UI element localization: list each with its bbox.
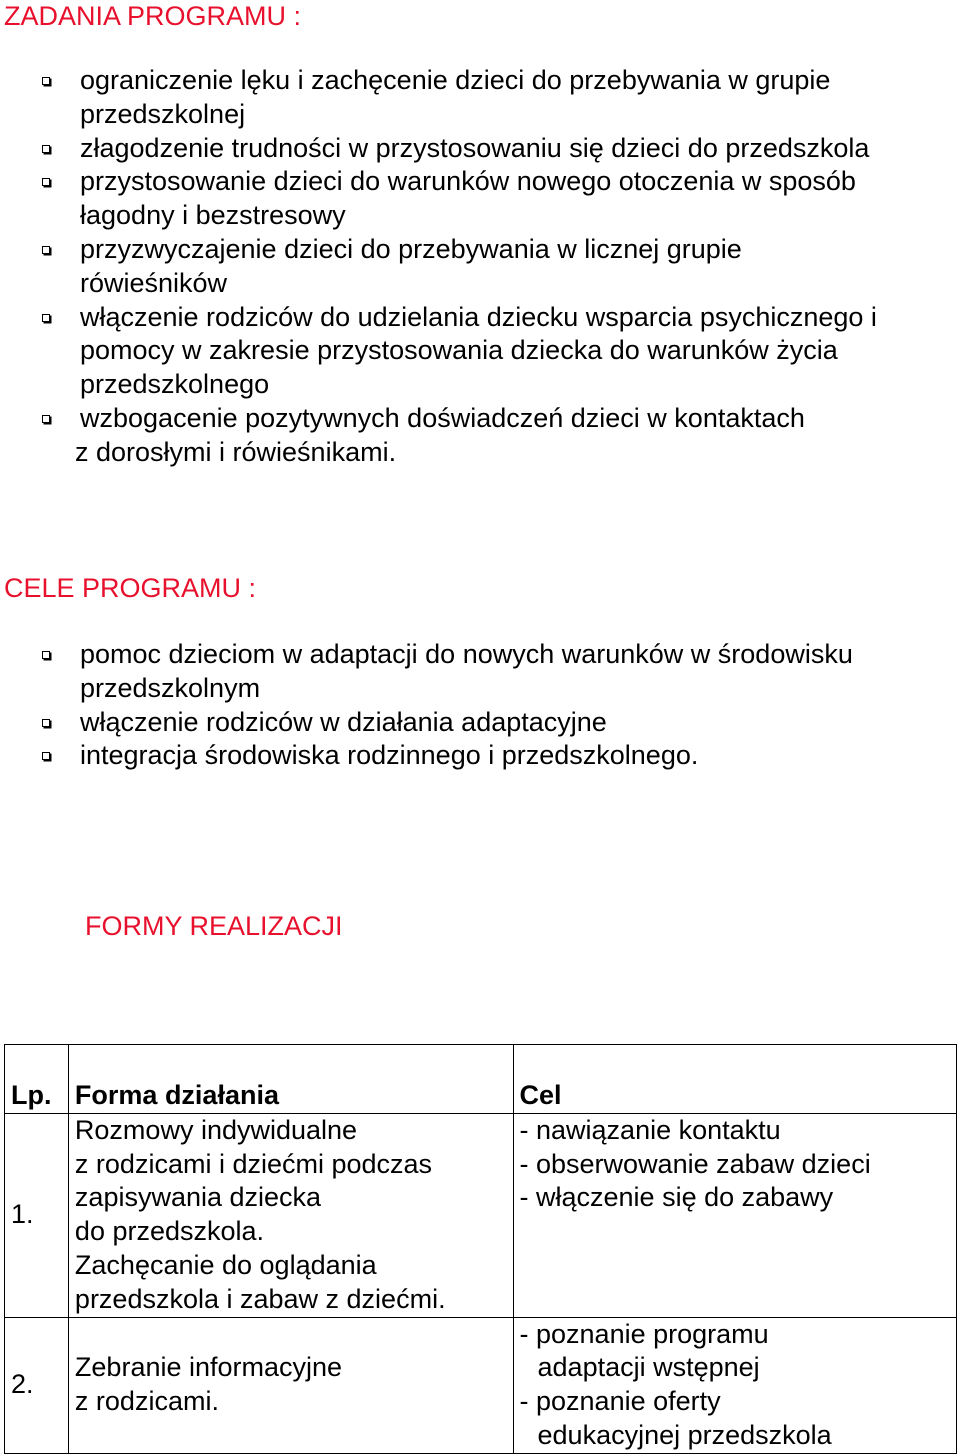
- forma-cell: [68, 1113, 513, 1317]
- cell-line: Rozmowy indywidualne: [74, 1114, 358, 1145]
- checkbox-bullet-icon: [42, 77, 50, 85]
- cell-line: Zebranie informacyjne: [74, 1352, 343, 1383]
- checkbox-bullet-icon: [42, 719, 50, 727]
- checkbox-bullet-icon: [42, 752, 50, 760]
- checkbox-bullet-icon: [42, 415, 50, 423]
- list-item-line: ograniczenie lęku i zachęcenie dzieci do przebywania w grupie: [80, 65, 831, 95]
- cell-line: z rodzicami.: [74, 1386, 219, 1417]
- list-item-line: integracja środowiska rodzinnego i przedszkolnego.: [80, 740, 699, 771]
- section-heading-zadania: ZADANIA PROGRAMU :: [4, 1, 302, 31]
- cele-list: [0, 638, 960, 773]
- list-item: [0, 706, 960, 740]
- forma-cell: [68, 1317, 513, 1453]
- list-item-line: złagodzenie trudności w przystosowaniu się dzieci do przedszkola: [80, 132, 870, 163]
- list-item-line: rówieśników: [80, 267, 228, 298]
- list-item-line: włączenie rodziców w działania adaptacyjne: [80, 706, 607, 737]
- column-header-forma: Forma działania: [68, 1045, 513, 1114]
- checkbox-bullet-icon: [42, 651, 50, 659]
- cell-line: - poznanie oferty: [519, 1386, 721, 1417]
- cell-line: - włączenie się do zabawy: [519, 1182, 834, 1213]
- checkbox-bullet-icon: [42, 145, 50, 153]
- list-item: [0, 402, 960, 470]
- cell-line: - obserwowanie zabaw dzieci: [519, 1148, 871, 1179]
- cel-cell: [513, 1113, 956, 1317]
- list-item: [0, 132, 960, 166]
- list-item-line: pomocy w zakresie przystosowania dziecka do warunków życia: [80, 335, 838, 366]
- checkbox-bullet-icon: [42, 178, 50, 186]
- cell-line: - poznanie programu: [519, 1318, 769, 1349]
- list-item-line: przedszkolnym: [80, 672, 261, 703]
- section-heading-cele: CELE PROGRAMU :: [4, 573, 257, 603]
- list-item-line: pomoc dzieciom w adaptacji do nowych warunków w środowisku: [80, 639, 853, 669]
- cell-line: do przedszkola.: [74, 1216, 265, 1247]
- cell-line: adaptacji wstępnej: [537, 1352, 760, 1383]
- table-row: [5, 1317, 957, 1453]
- cel-cell: [513, 1317, 956, 1453]
- list-item-line: łagodny i bezstresowy: [80, 200, 346, 231]
- list-item-line: przystosowanie dzieci do warunków nowego otoczenia w sposób: [80, 166, 856, 197]
- section-heading-formy: FORMY REALIZACJI: [85, 911, 343, 941]
- cell-line: z rodzicami i dziećmi podczas: [74, 1148, 433, 1179]
- cell-line: zapisywania dziecka: [74, 1182, 322, 1213]
- table-row: [5, 1113, 957, 1317]
- table-header-row: [5, 1045, 957, 1114]
- list-item-line: włączenie rodziców do udzielania dziecku wsparcia psychicznego i: [80, 301, 877, 332]
- list-item: [0, 64, 960, 132]
- zadania-list: [0, 64, 960, 470]
- list-item-line: przedszkolnej: [80, 98, 246, 129]
- list-item: [0, 233, 960, 301]
- checkbox-bullet-icon: [42, 314, 50, 322]
- cell-line: - nawiązanie kontaktu: [519, 1114, 781, 1145]
- list-item-line: przyzwyczajenie dzieci do przebywania w licznej grupie: [80, 233, 742, 264]
- column-header-lp: Lp.: [5, 1045, 69, 1114]
- list-item-line: z dorosłymi i rówieśnikami.: [75, 436, 397, 467]
- list-item: [0, 165, 960, 233]
- cell-line: edukacyjnej przedszkola: [537, 1419, 832, 1450]
- row-number: 1.: [5, 1113, 69, 1317]
- column-header-cel: Cel: [513, 1045, 956, 1114]
- list-item: [0, 638, 960, 706]
- list-item: [0, 739, 960, 773]
- row-number: 2.: [5, 1317, 69, 1453]
- cell-line: przedszkola i zabaw z dziećmi.: [74, 1283, 446, 1314]
- list-item-line: przedszkolnego: [80, 369, 270, 400]
- checkbox-bullet-icon: [42, 246, 50, 254]
- cell-line: Zachęcanie do oglądania: [74, 1249, 377, 1280]
- list-item: [0, 301, 960, 402]
- list-item-line: wzbogacenie pozytywnych doświadczeń dzieci w kontaktach: [80, 402, 805, 433]
- forms-table: [4, 1044, 957, 1454]
